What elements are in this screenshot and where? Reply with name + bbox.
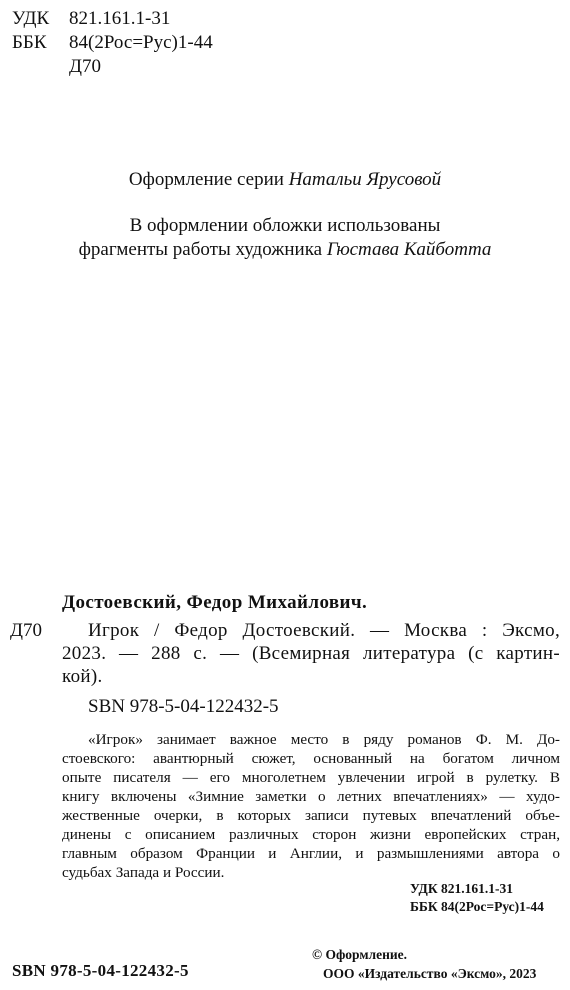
series-design-credit [0,168,570,192]
udk-code [12,8,170,30]
bbk-value: 84(2Рос=Рус)1-44 [69,32,213,53]
cover-credit-line1: В оформлении обложки использованы [129,215,441,236]
record-isbn: SBN 978-5-04-122432-5 [88,696,279,717]
annotation-line: жественные очерки, в которых записи путевых впечатлений объе- [62,807,560,824]
bbk-label: ББК [12,32,47,53]
udk-label: УДК [12,8,50,29]
bbk-code [12,32,213,54]
author-mark: Д70 [69,56,101,77]
annotation-line: стоевского: авантюрный сюжет, основанный на богатом личном [62,750,560,767]
udk-value: 821.161.1-31 [69,8,171,29]
cover-artist: Гюстава Кайботта [326,239,492,260]
series-designer: Натальи Ярусовой [288,169,442,190]
record-line-1: Игрок / Федор Достоевский. — Москва : Эксмо, [88,620,560,641]
annotation-line: судьбах Запада и России. [62,864,225,881]
cover-credit-prefix: фрагменты работы художника [78,239,327,260]
record-author-heading: Достоевский, Федор Михайлович. [62,592,368,613]
copyright-publisher: ООО «Издательство «Эксмо», 2023 [323,966,537,981]
annotation-line: «Игрок» занимает важное место в ряду романов Ф. М. До- [88,731,560,748]
copyright-design: © Оформление. [312,947,408,962]
footer-bbk: ББК 84(2Рос=Рус)1-44 [410,899,544,914]
annotation-line: главным образом Франции и Англии, и размышлениями автора о [62,845,560,862]
record-line-2: 2023. — 288 с. — (Всемирная литература (с картин- [62,643,560,664]
cover-credit-line2 [0,238,570,262]
record-line-3: кой). [62,666,103,687]
record-author-mark: Д70 [10,620,42,641]
footer-udk: УДК 821.161.1-31 [410,881,513,896]
annotation-line: динены с описанием различных сторон жизни европейских стран, [62,826,560,843]
series-prefix: Оформление серии [128,169,289,190]
footer-isbn: SBN 978-5-04-122432-5 [12,961,189,980]
annotation-line: книгу включены «Зимние заметки о летних впечатлениях» — худо- [62,788,560,805]
annotation-line: опыте писателя — его многолетнем увлечении игрой в рулетку. В [62,769,560,786]
